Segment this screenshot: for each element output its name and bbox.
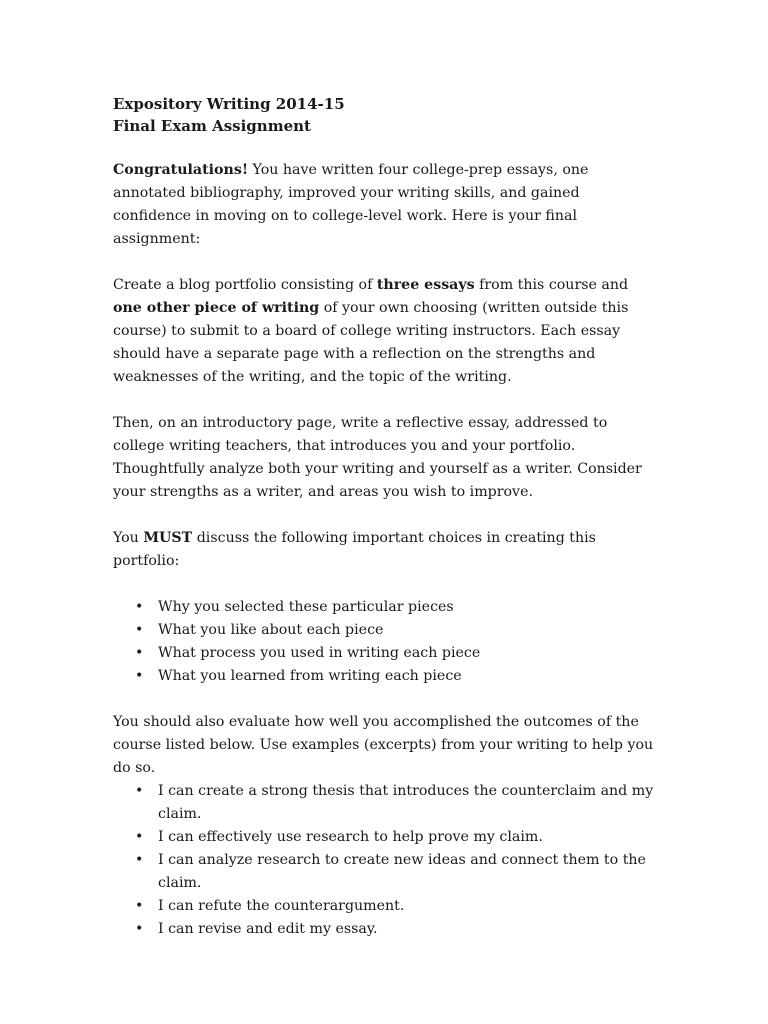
portfolio-text-2: from this course and bbox=[474, 277, 629, 293]
list-item: • I can refute the counterargument. bbox=[158, 895, 658, 918]
reflective-paragraph: Then, on an introductory page, write a reflective essay, addressed to college writing teachers, that introduces you and your portfolio. Thoughtfully analyze both your writing and yourself as a writer. Consider your strengths as a writer, and areas you wish to improve. bbox=[113, 415, 642, 500]
must-paragraph bbox=[113, 527, 658, 573]
course-title: Expository Writing 2014-15 bbox=[113, 95, 345, 113]
document-page bbox=[113, 94, 658, 964]
list-item: • I can revise and edit my essay. bbox=[158, 918, 658, 941]
evaluate-paragraph: You should also evaluate how well you accomplished the outcomes of the course listed below. Use examples (excerpts) from your writing to help you do so. bbox=[113, 714, 654, 776]
list-item: • What process you used in writing each piece bbox=[158, 642, 658, 665]
portfolio-bold-2: one other piece of writing bbox=[113, 300, 320, 316]
list-item: • I can analyze research to create new ideas and connect them to the claim. bbox=[158, 849, 658, 895]
list-item: • What you learned from writing each piece bbox=[158, 665, 658, 688]
intro-text: You have written four college-prep essays, one annotated bibliography, improved your writing skills, and gained confidence in moving on to college-level work. Here is your final assignment: bbox=[113, 162, 589, 247]
intro-paragraph bbox=[113, 159, 658, 251]
portfolio-text-3: of your own choosing (written outside this course) to submit to a board of college writing instructors. Each essay should have a separate page with a reflection on the strengths and weaknesses of the writing, and the topic of the writing. bbox=[113, 300, 629, 385]
assignment-title: Final Exam Assignment bbox=[113, 116, 311, 135]
must-bold: MUST bbox=[143, 530, 193, 546]
portfolio-text-1: Create a blog portfolio consisting of bbox=[113, 277, 377, 293]
must-text-1: You bbox=[113, 530, 144, 546]
outcomes-list bbox=[113, 780, 658, 941]
portfolio-bold-1: three essays bbox=[376, 277, 475, 293]
list-item: • Why you selected these particular pieces bbox=[158, 596, 658, 619]
choices-list bbox=[113, 596, 658, 688]
document-title bbox=[113, 94, 658, 137]
intro-lead: Congratulations! bbox=[113, 162, 249, 178]
portfolio-paragraph bbox=[113, 274, 658, 389]
list-item: • What you like about each piece bbox=[158, 619, 658, 642]
list-item: • I can effectively use research to help prove my claim. bbox=[158, 826, 658, 849]
list-item: • I can create a strong thesis that introduces the counterclaim and my claim. bbox=[158, 780, 658, 826]
must-text-2: discuss the following important choices in creating this portfolio: bbox=[113, 530, 596, 569]
